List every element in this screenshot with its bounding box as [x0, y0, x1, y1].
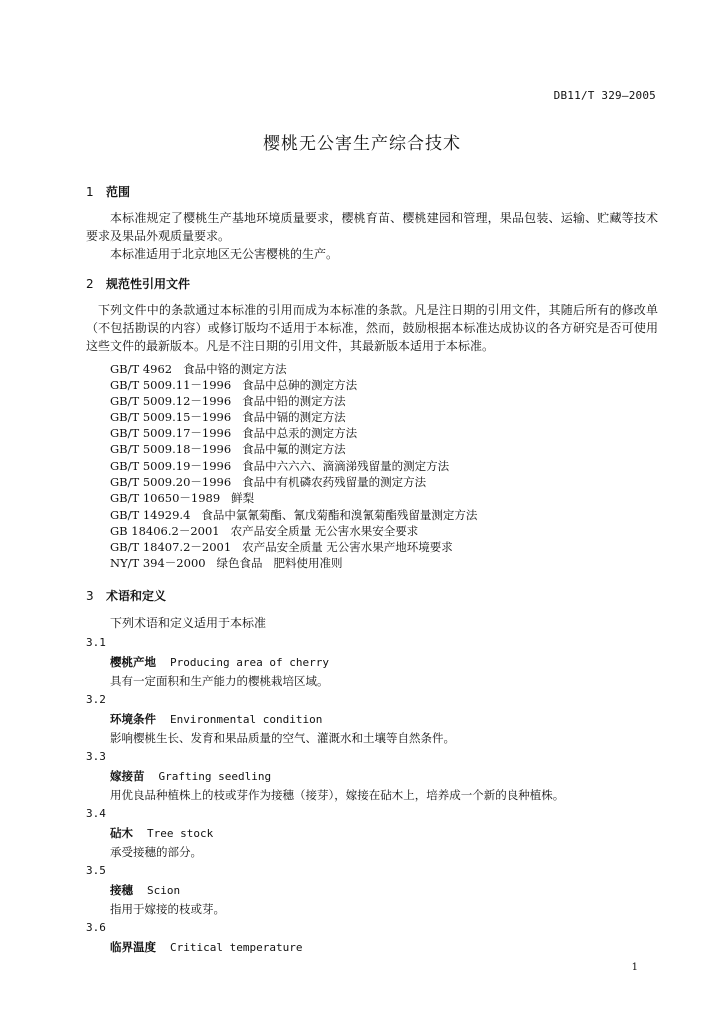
section-3-intro: 下列术语和定义适用于本标准 — [110, 616, 267, 630]
reference-item: GB/T 4962 食品中铬的测定方法 — [110, 362, 287, 376]
term-name-en: Grafting seedling — [158, 770, 272, 783]
term-name — [110, 825, 213, 841]
term-name — [110, 882, 180, 898]
section-2-heading — [86, 275, 190, 292]
term-name-en: Scion — [147, 884, 181, 897]
reference-item: GB/T 18407.2－2001 农产品安全质量 无公害水果产地环境要求 — [110, 540, 453, 554]
term-name-en: Environmental condition — [170, 713, 323, 726]
section-1-heading — [86, 183, 130, 200]
term-name — [110, 654, 329, 670]
section-1-paragraph-1: 本标准规定了樱桃生产基地环境质量要求，樱桃育苗、樱桃建园和管理，果品包装、运输、贮藏等技术要求及果品外观质量要求。 — [86, 211, 658, 243]
term-definition: 指用于嫁接的枝或芽。 — [110, 902, 225, 916]
term-number: 3.5 — [86, 864, 106, 877]
term-number: 3.3 — [86, 750, 106, 763]
term-name-zh: 砧木 — [110, 826, 133, 840]
section-number: 1 — [86, 185, 94, 199]
reference-item: GB 18406.2－2001 农产品安全质量 无公害水果安全要求 — [110, 524, 419, 538]
section-title: 术语和定义 — [106, 589, 167, 603]
term-name — [110, 711, 322, 727]
standard-code: DB11/T 329—2005 — [553, 89, 656, 102]
reference-item: GB/T 5009.20－1996 食品中有机磷农药残留量的测定方法 — [110, 475, 427, 489]
term-number: 3.4 — [86, 807, 106, 820]
reference-item: GB/T 5009.15－1996 食品中镉的测定方法 — [110, 410, 346, 424]
term-definition: 影响樱桃生长、发育和果品质量的空气、灌溉水和土壤等自然条件。 — [110, 731, 455, 745]
reference-item: GB/T 5009.18－1996 食品中氟的测定方法 — [110, 442, 346, 456]
reference-item: GB/T 5009.19－1996 食品中六六六、滴滴涕残留量的测定方法 — [110, 459, 450, 473]
term-name-zh: 接穗 — [110, 883, 133, 897]
term-definition: 承受接穗的部分。 — [110, 845, 202, 859]
section-number: 2 — [86, 277, 94, 291]
section-3-heading — [86, 587, 166, 604]
term-number: 3.6 — [86, 921, 106, 934]
reference-item: GB/T 10650－1989 鲜梨 — [110, 491, 255, 505]
reference-item: GB/T 5009.12－1996 食品中铅的测定方法 — [110, 394, 346, 408]
section-2-paragraph: 下列文件中的条款通过本标准的引用而成为本标准的条款。凡是注日期的引用文件，其随后所有的修改单（不包括勘误的内容）或修订版均不适用于本标准，然而，鼓励根据本标准达成协议的各方研究是否可使用这些文件的最新版本。凡是不注日期的引用文件，其最新版本适用于本标准。 — [86, 303, 658, 353]
term-name-en: Critical temperature — [170, 941, 303, 954]
term-name — [110, 939, 302, 955]
term-name — [110, 768, 271, 784]
term-definition: 用优良品种植株上的枝或芽作为接穗（接芽），嫁接在砧木上，培养成一个新的良种植株。 — [110, 788, 565, 802]
reference-item: GB/T 5009.11－1996 食品中总砷的测定方法 — [110, 378, 358, 392]
section-number: 3 — [86, 589, 94, 603]
section-title: 范围 — [106, 185, 131, 199]
section-title: 规范性引用文件 — [106, 277, 191, 291]
term-name-en: Tree stock — [147, 827, 214, 840]
term-number: 3.2 — [86, 693, 106, 706]
term-name-zh: 樱桃产地 — [110, 655, 156, 669]
term-name-en: Producing area of cherry — [170, 656, 329, 669]
reference-item: GB/T 5009.17－1996 食品中总汞的测定方法 — [110, 426, 358, 440]
section-1-paragraph-2: 本标准适用于北京地区无公害樱桃的生产。 — [110, 247, 339, 261]
term-definition: 具有一定面积和生产能力的樱桃栽培区域。 — [110, 674, 329, 688]
term-number: 3.1 — [86, 636, 106, 649]
document-title: 樱桃无公害生产综合技术 — [263, 134, 461, 154]
reference-item: GB/T 14929.4 食品中氯氰菊酯、氰戊菊酯和溴氰菊酯残留量测定方法 — [110, 508, 478, 522]
term-name-zh: 环境条件 — [110, 712, 156, 726]
reference-item: NY/T 394－2000 绿色食品 肥料使用准则 — [110, 556, 343, 570]
page-number: 1 — [631, 962, 638, 973]
term-name-zh: 嫁接苗 — [110, 769, 145, 783]
term-name-zh: 临界温度 — [110, 940, 156, 954]
